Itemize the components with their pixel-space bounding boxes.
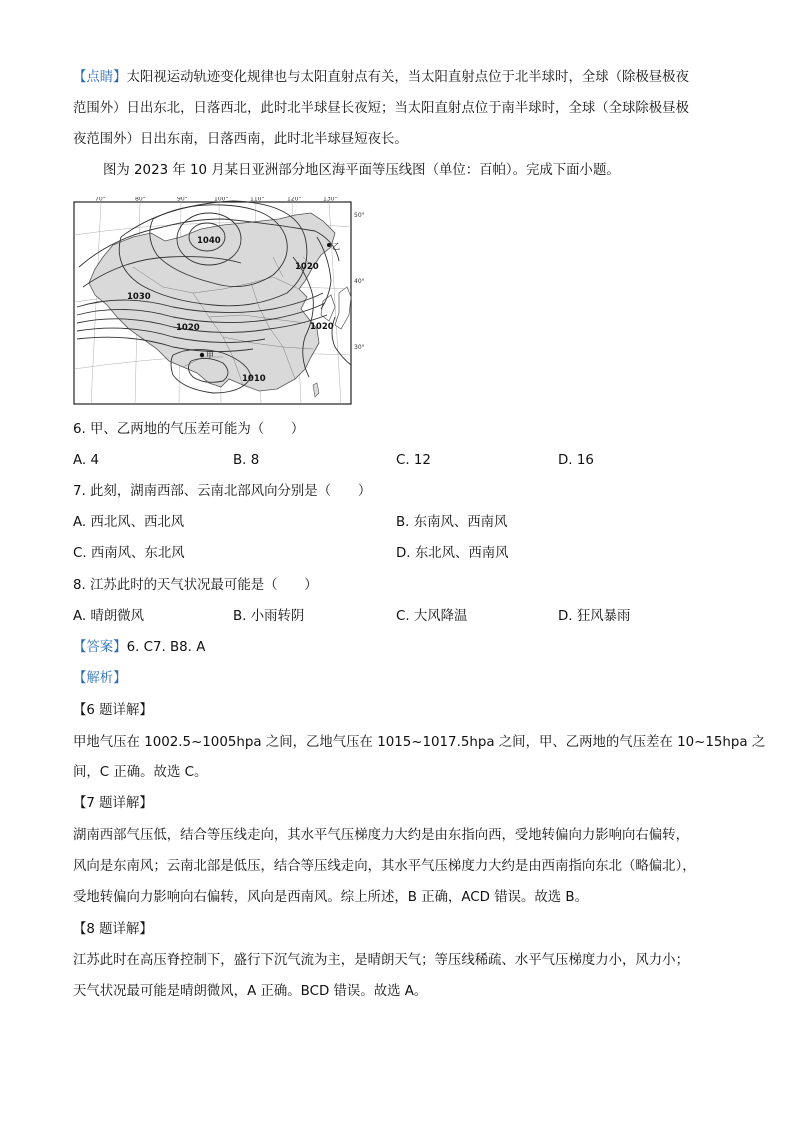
answer-tag: 【答案】 bbox=[73, 640, 127, 655]
lon-label-120: 120° bbox=[287, 197, 302, 203]
q6-option-d: D. 16 bbox=[558, 453, 594, 468]
dianjing-text-1: 太阳视运动轨迹变化规律也与太阳直射点有关，当太阳直射点位于北半球时，全球（除极昼极夜 bbox=[126, 70, 689, 85]
place-yi-label: 乙 bbox=[332, 242, 340, 251]
detail-7-title: 【7 题详解】 bbox=[73, 796, 153, 811]
detail-7-line-1: 湖南西部气压低，结合等压线走向，其水平气压梯度力大约是由东指向西，受地转偏向力影响向右偏转， bbox=[73, 828, 689, 843]
lon-label-130: 130° bbox=[323, 197, 338, 203]
isobar-map bbox=[73, 197, 369, 406]
lon-label-80: 80° bbox=[135, 197, 146, 203]
isobar-label-1010: 1010 bbox=[242, 374, 266, 384]
lon-label-90: 90° bbox=[177, 197, 188, 203]
detail-7-line-3: 受地转偏向力影响向右偏转，风向是西南风。综上所述，B 正确，ACD 错误。故选 B。 bbox=[73, 890, 589, 905]
detail-6-line-2: 间，C 正确。故选 C。 bbox=[73, 765, 208, 780]
detail-6-line-1: 甲地气压在 1002.5~1005hpa 之间，乙地气压在 1015~1017.5hpa 之间，甲、乙两地的气压差在 10~15hpa 之 bbox=[73, 735, 766, 750]
question-8-stem: 8. 江苏此时的天气状况最可能是（ ） bbox=[73, 578, 318, 593]
isobar-label-1020-east: 1020 bbox=[310, 322, 334, 332]
lat-label-40: 40° bbox=[354, 278, 365, 285]
isobar-label-1020-north: 1020 bbox=[295, 262, 319, 272]
question-6-stem: 6. 甲、乙两地的气压差可能为（ ） bbox=[73, 422, 305, 437]
q7-option-c: C. 西南风、东北风 bbox=[73, 546, 185, 561]
detail-8-line-2: 天气状况最可能是晴朗微风，A 正确。BCD 错误。故选 A。 bbox=[73, 984, 428, 999]
lon-label-110: 110° bbox=[250, 197, 265, 203]
place-jia-label: 甲 bbox=[206, 351, 214, 360]
q6-option-a: A. 4 bbox=[73, 453, 99, 468]
q8-option-c: C. 大风降温 bbox=[396, 609, 468, 624]
q8-option-d: D. 狂风暴雨 bbox=[558, 609, 631, 624]
lat-label-30: 30° bbox=[354, 344, 365, 351]
q7-option-a: A. 西北风、西北风 bbox=[73, 515, 185, 530]
lat-label-50: 50° bbox=[354, 212, 365, 219]
answer-text: 6. C7. B8. A bbox=[126, 640, 206, 655]
dianjing-line-2: 范围外）日出东北，日落西北，此时北半球昼长夜短；当太阳直射点位于南半球时，全球（全球除极昼极 bbox=[73, 101, 689, 116]
dianjing-line-1 bbox=[73, 68, 689, 88]
lon-label-100: 100° bbox=[214, 197, 229, 203]
marker-jia bbox=[200, 353, 204, 357]
q6-option-c: C. 12 bbox=[396, 453, 431, 468]
isobar-label-1020-west: 1020 bbox=[176, 323, 200, 333]
marker-yi bbox=[327, 243, 331, 247]
dianjing-tag: 【点睛】 bbox=[73, 70, 127, 85]
question-7-stem: 7. 此刻，湖南西部、云南北部风向分别是（ ） bbox=[73, 484, 372, 499]
answer-line bbox=[73, 638, 205, 658]
detail-6-title: 【6 题详解】 bbox=[73, 703, 153, 718]
lon-label-70: 70° bbox=[95, 197, 106, 203]
isobar-label-1030: 1030 bbox=[127, 292, 151, 302]
q8-option-b: B. 小雨转阴 bbox=[233, 609, 305, 624]
detail-8-title: 【8 题详解】 bbox=[73, 922, 153, 937]
q7-option-b: B. 东南风、西南风 bbox=[396, 515, 508, 530]
q7-option-d: D. 东北风、西南风 bbox=[396, 546, 509, 561]
isobar-map-svg bbox=[73, 197, 369, 406]
detail-8-line-1: 江苏此时在高压脊控制下，盛行下沉气流为主，是晴朗天气；等压线稀疏、水平气压梯度力小，风力小； bbox=[73, 953, 689, 968]
detail-7-line-2: 风向是东南风；云南北部是低压，结合等压线走向，其水平气压梯度力大约是由西南指向东北（略偏北）， bbox=[73, 859, 696, 874]
dianjing-line-3: 夜范围外）日出东南，日落西南，此时北半球昼短夜长。 bbox=[73, 132, 408, 147]
intro-text: 图为 2023 年 10 月某日亚洲部分地区海平面等压线图（单位：百帕）。完成下面小题。 bbox=[103, 163, 620, 178]
isobar-label-1040: 1040 bbox=[197, 236, 221, 246]
q8-option-a: A. 晴朗微风 bbox=[73, 609, 144, 624]
q6-option-b: B. 8 bbox=[233, 453, 260, 468]
jiexi-heading: 【解析】 bbox=[73, 671, 127, 686]
